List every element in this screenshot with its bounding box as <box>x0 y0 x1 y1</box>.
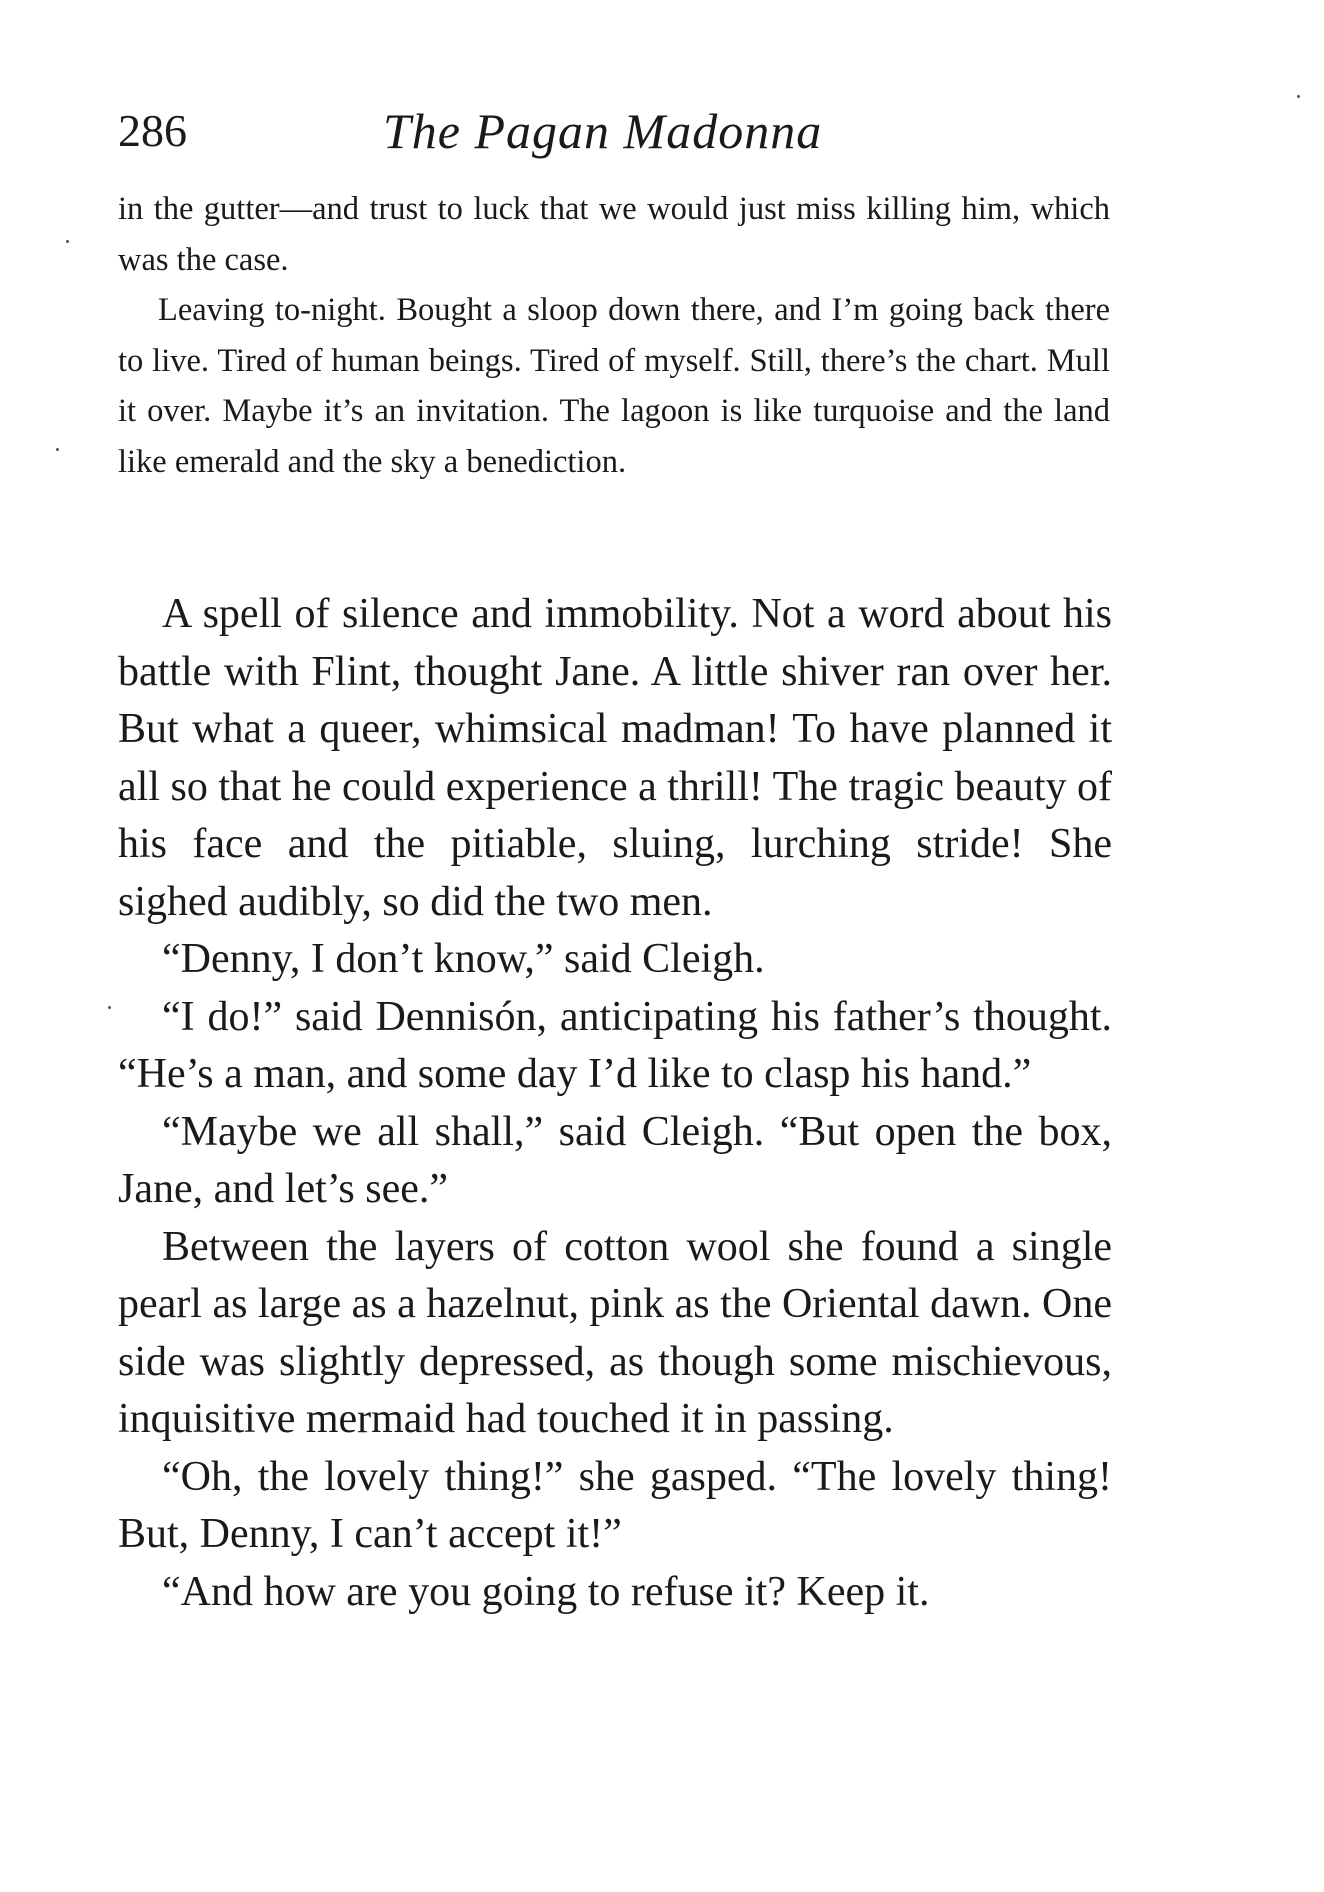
letter-paragraph: Leaving to-night. Bought a sloop down there, and I’m going back there to live. Tired of human beings. Tired of myself. Still, there’s the chart. Mull it over. Maybe it’s an invitation. The lagoon is like turquoise and the land like emerald and the sky a benediction. <box>118 292 1110 480</box>
main-text <box>118 586 1112 1621</box>
letter-paragraph: in the gutter—and trust to luck that we would just miss killing him, which was the case. <box>118 191 1110 278</box>
body-paragraph: A spell of silence and immobility. Not a word about his battle with Flint, thought Jane. A little shiver ran over her. But what a queer, whimsical madman! To have planned it all so that he could experience a thrill! The tragic beauty of his face and the pitiable, sluing, lurching stride! She sighed audibly, so did the two men. <box>118 591 1112 925</box>
paper-speck <box>1297 95 1300 98</box>
running-title: The Pagan Madonna <box>383 103 823 159</box>
body-paragraph: “Maybe we all shall,” said Cleigh. “But open the box, Jane, and let’s see.” <box>118 1108 1112 1212</box>
paper-speck <box>66 240 69 243</box>
quoted-letter <box>118 184 1110 487</box>
page-number: 286 <box>118 105 187 156</box>
paper-speck <box>108 1006 111 1009</box>
body-paragraph: “Denny, I don’t know,” said Cleigh. <box>162 936 765 982</box>
page-header <box>118 96 1118 166</box>
body-paragraph: “And how are you going to refuse it? Keep it. <box>162 1568 930 1615</box>
paper-speck <box>56 448 59 451</box>
body-paragraph: “Oh, the lovely thing!” she gasped. “The lovely thing! But, Denny, I can’t accept it!” <box>118 1453 1112 1557</box>
body-paragraph: “I do!” said Dennisón, anticipating his father’s thought. “He’s a man, and some day I’d like to clasp his hand.” <box>118 993 1112 1097</box>
body-paragraph: Between the layers of cotton wool she found a single pearl as large as a hazelnut, pink as the Oriental dawn. One side was slightly depressed, as though some mischievous, inquisitive mermaid had touched it in passing. <box>118 1223 1113 1442</box>
